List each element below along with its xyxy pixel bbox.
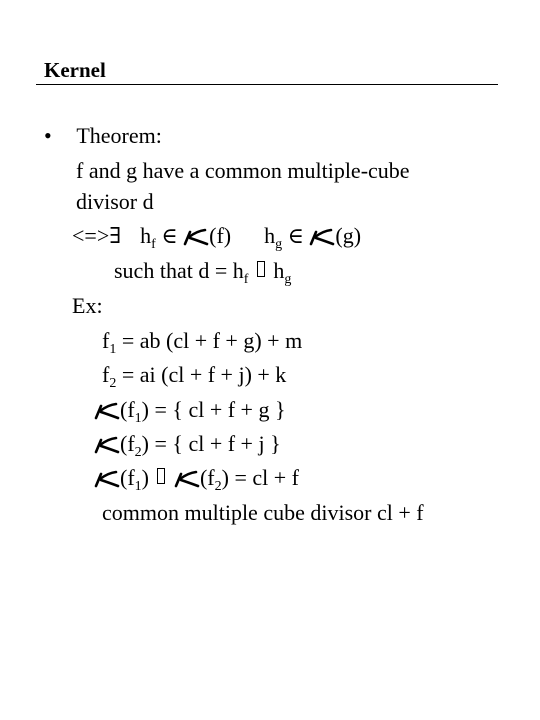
such-that-line [114,257,291,294]
title-underline [36,84,498,85]
f1-definition: $f_1$ = ab (cl + f + g) + m [102,328,303,357]
kernel-kappa-icon [183,228,209,246]
example-label: Ex: [72,293,103,318]
hf-label: $h_f$ [140,223,156,252]
theorem-label: Theorem: [76,123,162,148]
kernel-intersection-line: $(f_1) (f_2)$ = cl + f [94,464,299,501]
iff-symbol: <=> [72,223,110,248]
such-that-text: such that d = h [114,258,244,283]
kernel-arg-f: (f) [209,223,232,248]
theorem-bullet-line [44,122,162,150]
kernel-kappa-icon [309,228,335,246]
hg-label: $h_g$ [264,223,283,252]
kernel-f1-line: $(f_1)$ = { cl + f + g } [94,396,286,433]
hg-term: $h_g$ [273,258,292,287]
kernel-arg-g: (g) [335,223,362,248]
kernel-kappa-icon [174,470,200,488]
slide-title: Kernel [44,58,106,82]
kernel-kappa-icon [94,470,120,488]
kernel-kappa-icon [94,436,120,454]
element-of-symbol: ∈ [161,223,178,248]
exists-symbol: ∃ [109,223,122,248]
missing-glyph-box-icon [257,261,265,277]
kernel-kappa-icon [94,402,120,420]
missing-glyph-box-icon [157,468,165,484]
hf-subscript: f [243,272,249,287]
conclusion-line: common multiple cube divisor cl + f [102,500,424,525]
element-of-symbol-2: ∈ [287,223,304,248]
theorem-statement-line1: f and g have a common multiple-cube [76,158,410,183]
f2-definition: $f_2$ = ai (cl + f + j) + k [102,362,287,391]
bullet-icon: • [44,123,52,148]
equivalence-line [72,222,361,259]
kernel-f2-line: $(f_2)$ = { cl + f + j } [94,430,281,467]
theorem-statement-line2: divisor d [76,189,154,214]
